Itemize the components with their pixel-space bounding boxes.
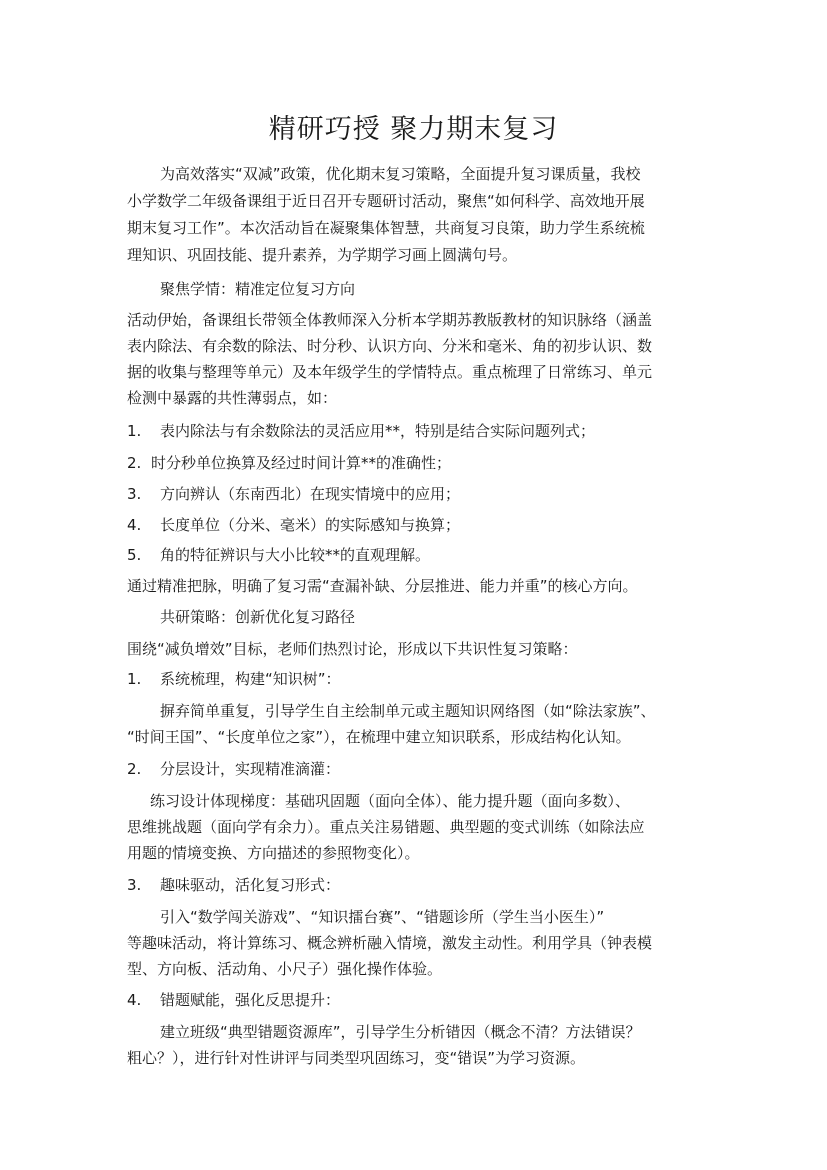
strategy-line: 思维挑战题（面向学有余力）。重点关注易错题、典型题的变式训练（如除法应 <box>127 818 645 836</box>
strategy-line: 用题的情境变换、方向描述的参照物变化）。 <box>127 844 420 862</box>
list-item <box>127 453 727 473</box>
list-item <box>127 545 727 565</box>
strategy-line: 引入“数学闯关游戏”、“知识擂台赛”、“错题诊所（学生当小医生）” <box>160 908 605 926</box>
list-item <box>127 484 727 504</box>
list-number: 4. <box>127 991 142 1009</box>
strategy-line: 型、方向板、活动角、小尺子）强化操作体验。 <box>127 960 443 978</box>
strategy-title <box>127 669 727 689</box>
list-number: 3. <box>127 485 142 503</box>
list-text: 趣味驱动，活化复习形式： <box>160 876 341 894</box>
strategy-line: 建立班级“典型错题资源库”，引导学生分析错因（概念不清？方法错误？ <box>160 1023 641 1041</box>
intro-line: 为高效落实“双减”政策，优化期末复习策略，全面提升复习课质量，我校 <box>160 165 641 183</box>
list-text: 方向辨认（东南西北）在现实情境中的应用； <box>160 485 461 503</box>
list-text: 表内除法与有余数除法的灵活应用**，特别是结合实际问题列式； <box>160 422 596 440</box>
list-text: 系统梳理，构建“知识树”： <box>160 670 341 688</box>
body-line: 围绕“减负增效”目标，老师们热烈讨论，形成以下共识性复习策略： <box>127 640 578 658</box>
list-text: 时分秒单位换算及经过时间计算**的准确性； <box>151 454 452 472</box>
list-number: 3. <box>127 876 142 894</box>
list-number: 2. <box>127 760 142 778</box>
body-line: 据的收集与整理等单元）及本年级学生的学情特点。重点梳理了日常练习、单元 <box>127 363 653 381</box>
body-line: 检测中暴露的共性薄弱点，如： <box>127 389 338 407</box>
strategy-line: 等趣味活动，将计算练习、概念辨析融入情境，激发主动性。利用学具（钟表模 <box>127 934 653 952</box>
document-title: 精研巧授 聚力期末复习 <box>268 114 559 145</box>
list-number: 5. <box>127 546 142 564</box>
conclusion-line: 通过精准把脉，明确了复习需“查漏补缺、分层推进、能力并重”的核心方向。 <box>127 577 638 595</box>
list-item <box>127 515 727 535</box>
body-line: 表内除法、有余数的除法、时分秒、认识方向、分米和毫米、角的初步认识、数 <box>127 337 653 355</box>
list-number: 2. <box>127 454 142 472</box>
list-text: 错题赋能，强化反思提升： <box>160 991 341 1009</box>
list-item <box>127 421 727 441</box>
list-number: 1. <box>127 670 142 688</box>
list-number: 1. <box>127 422 142 440</box>
body-line: 活动伊始，备课组长带领全体教师深入分析本学期苏教版教材的知识脉络（涵盖 <box>127 311 653 329</box>
intro-line: 小学数学二年级备课组于近日召开专题研讨活动，聚焦“如何科学、高效地开展 <box>127 192 645 210</box>
list-text: 分层设计，实现精准滴灌： <box>160 760 341 778</box>
strategy-line: “时间王国”、“长度单位之家”），在梳理中建立知识联系，形成结构化认知。 <box>127 728 631 746</box>
intro-line: 理知识、巩固技能、提升素养，为学期学习画上圆满句号。 <box>127 246 518 264</box>
strategy-line: 粗心？），进行针对性讲评与同类型巩固练习，变“错误”为学习资源。 <box>127 1049 586 1067</box>
list-number: 4. <box>127 516 142 534</box>
list-text: 角的特征辨识与大小比较**的直观理解。 <box>160 546 431 564</box>
strategy-title <box>127 875 727 895</box>
intro-line: 期末复习工作”。本次活动旨在凝聚集体智慧，共商复习良策，助力学生系统梳 <box>127 219 645 237</box>
strategy-line: 摒弃简单重复，引导学生自主绘制单元或主题知识网络图（如“除法家族”、 <box>160 702 656 720</box>
strategy-line: 练习设计体现梯度：基础巩固题（面向全体）、能力提升题（面向多数）、 <box>150 792 631 810</box>
section-heading: 共研策略：创新优化复习路径 <box>160 608 356 626</box>
strategy-title <box>127 759 727 779</box>
list-text: 长度单位（分米、毫米）的实际感知与换算； <box>160 516 461 534</box>
strategy-title <box>127 990 727 1010</box>
section-heading: 聚焦学情：精准定位复习方向 <box>160 280 356 298</box>
